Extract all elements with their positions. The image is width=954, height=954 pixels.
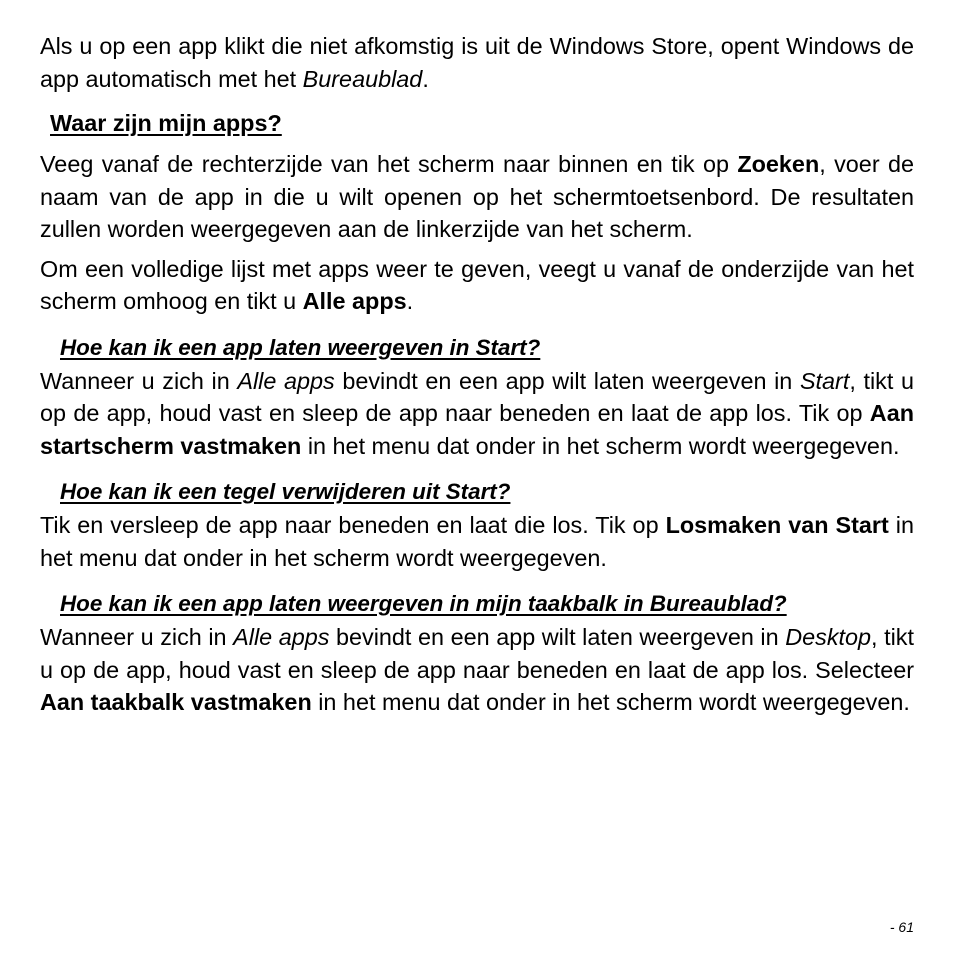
intro-italic-term: Bureaublad [302, 65, 423, 92]
section-p1-text-end: , voer de naam van de app in die u wilt openen op het schermtoetsenbord. De resultaten zullen worden weergegeven aan de linkerzijde van het scherm. [40, 151, 914, 242]
q1-text-2: bevindt en een app wilt laten weergeven in [334, 367, 800, 394]
q1-text-3: , tikt u op de app, houd vast en sleep de app naar beneden en laat de app los. Tik op [40, 367, 914, 426]
q3-italic-2: Desktop [785, 624, 872, 650]
section-p2-text-end: . [406, 288, 414, 314]
q1-italic-2: Start [799, 367, 850, 394]
q1-text-1: Wanneer u zich in [40, 367, 238, 394]
intro-text-end: . [422, 65, 429, 92]
q3-text-2: bevindt en een app wilt laten weergeven in [329, 624, 786, 650]
question-3-answer [40, 621, 914, 719]
q3-text-1: Wanneer u zich in [40, 624, 234, 650]
intro-text: Als u op een app klikt die niet afkomstig is uit de Windows Store, opent Windows de app automatisch met het [40, 33, 914, 92]
q3-text-3: , tikt u op de app, houd vast en sleep de app naar beneden en laat de app los. Selecteer [40, 624, 914, 683]
section-p1-bold-term: Zoeken [737, 151, 820, 177]
page-number: - 61 [889, 919, 914, 935]
q2-text-2: in het menu dat onder in het scherm wordt weergegeven. [40, 512, 914, 571]
question-2-answer [40, 509, 914, 574]
section-p2-bold-term: Alle apps [302, 288, 407, 314]
q2-text-1: Tik en versleep de app naar beneden en laat die los. Tik op [40, 512, 666, 538]
section-heading: Waar zijn mijn apps? [50, 110, 282, 136]
question-1-answer [40, 365, 914, 463]
q1-italic-1: Alle apps [237, 367, 335, 394]
q1-bold-1: Aan startscherm vastmaken [40, 400, 914, 459]
intro-paragraph [40, 30, 914, 95]
section-p1-text: Veeg vanaf de rechterzijde van het scherm naar binnen en tik op [40, 151, 738, 177]
q3-text-4: in het menu dat onder in het scherm wordt weergegeven. [311, 689, 910, 715]
question-1-heading: Hoe kan ik een app laten weergeven in Start? [60, 334, 541, 360]
document-page [40, 30, 914, 719]
section-p2-text: Om een volledige lijst met apps weer te geven, veegt u vanaf de onderzijde van het scherm omhoog en tikt u [40, 255, 914, 314]
q3-italic-1: Alle apps [233, 624, 330, 650]
question-2-heading: Hoe kan ik een tegel verwijderen uit Start? [60, 479, 511, 504]
section-paragraph-2 [40, 253, 914, 318]
q3-bold-1: Aan taakbalk vastmaken [40, 689, 312, 715]
q1-text-4: in het menu dat onder in het scherm wordt weergegeven. [301, 432, 900, 459]
section-paragraph-1 [40, 148, 914, 246]
q2-bold-1: Losmaken van Start [665, 512, 889, 538]
question-3-heading: Hoe kan ik een app laten weergeven in mijn taakbalk in Bureaublad? [60, 591, 787, 616]
